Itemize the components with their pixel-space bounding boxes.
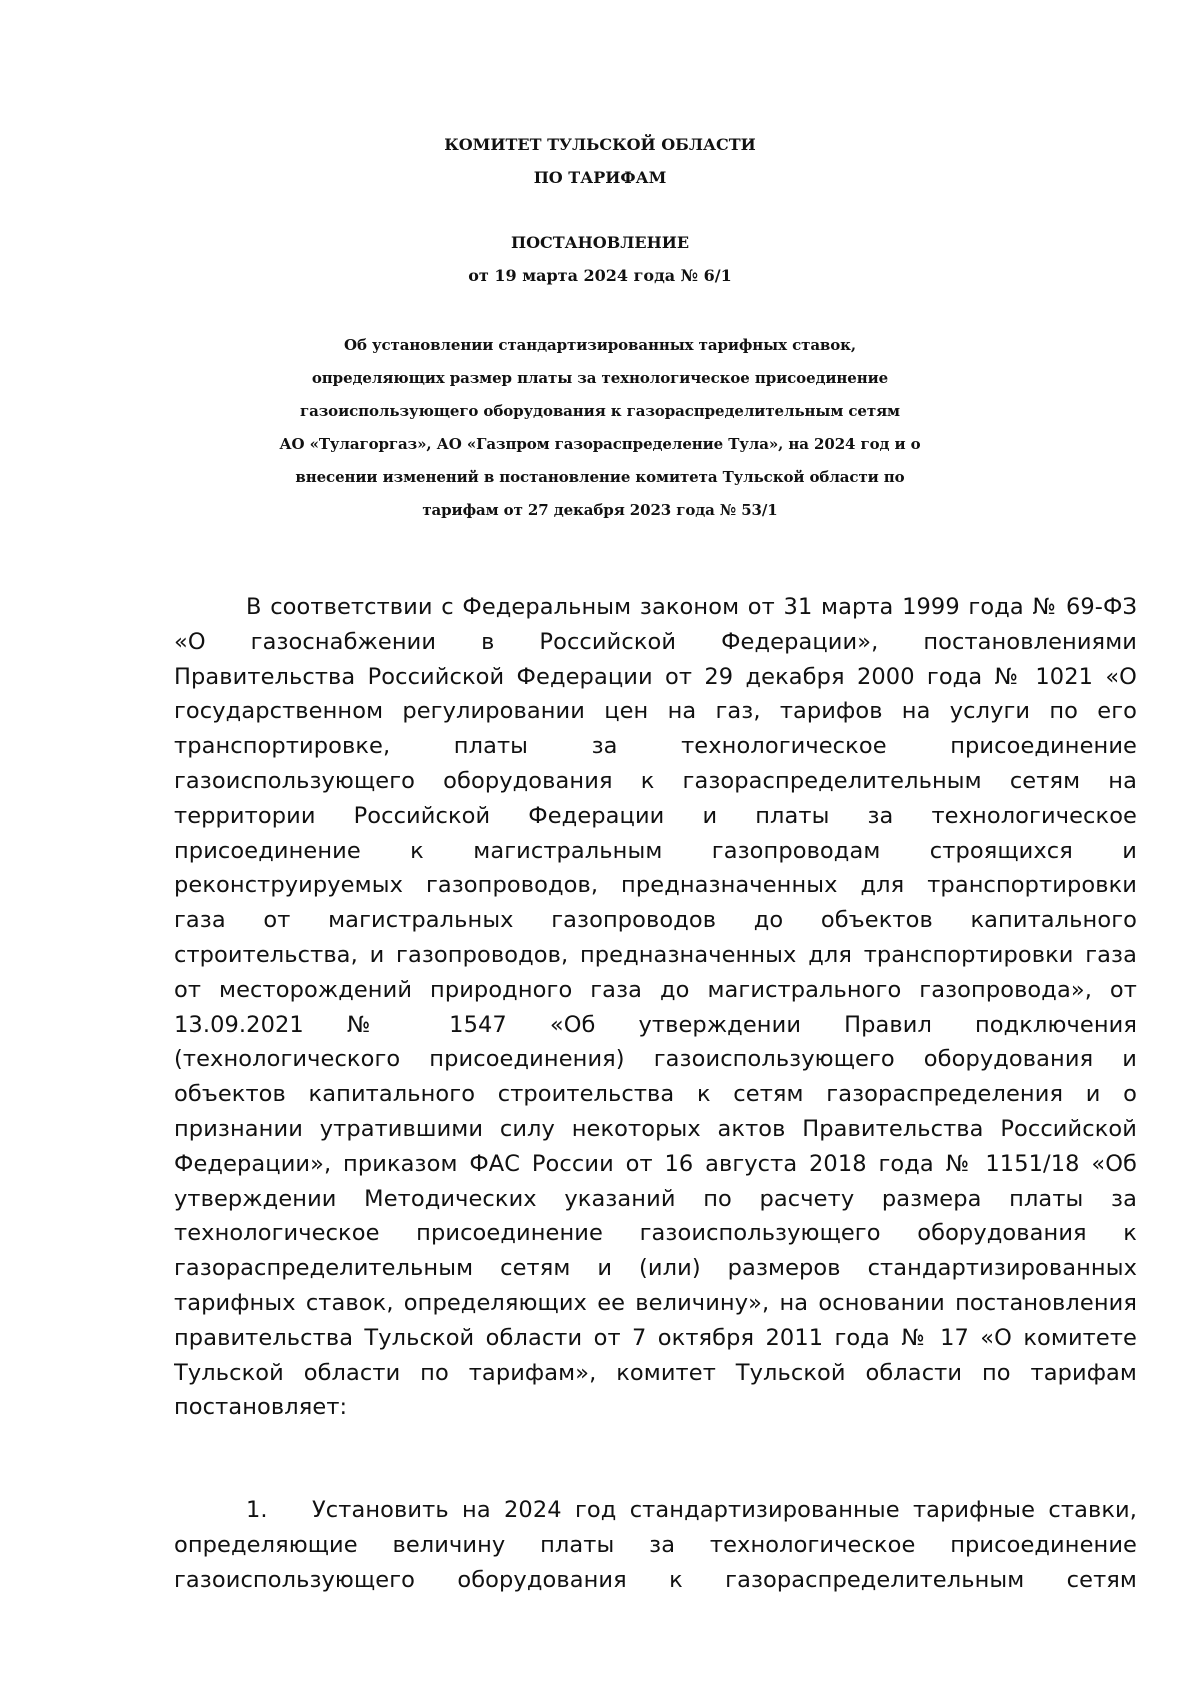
paragraph-line: (технологического присоединения) газоиспользующего оборудования и	[174, 1046, 1137, 1073]
paragraph-line: газоиспользующего оборудования к газораспределительным сетям на	[174, 767, 1137, 794]
decree-date-number: от 19 марта 2024 года № 6/1	[468, 266, 732, 285]
paragraph-line: транспортировке, платы за технологическое присоединение	[174, 733, 1137, 760]
committee-name-line: ПО ТАРИФАМ	[533, 168, 667, 187]
numbered-item-first-line	[174, 1493, 1137, 1528]
paragraph-line: газораспределительным сетям и (или) размеров стандартизированных	[174, 1255, 1137, 1282]
decree-title-line: Об установлении стандартизированных тарифных ставок,	[343, 336, 857, 354]
paragraph-line: территории Российской Федерации и платы за технологическое	[174, 802, 1137, 829]
paragraph-line: присоединение к магистральным газопроводам строящихся и	[174, 837, 1137, 864]
decree-title-line: определяющих размер платы за технологическое присоединение	[311, 369, 889, 387]
paragraph-line: объектов капитального строительства к сетям газораспределения и о	[174, 1081, 1137, 1108]
decree-title-line: тарифам от 27 декабря 2023 года № 53/1	[422, 501, 778, 519]
committee-name-line: КОМИТЕТ ТУЛЬСКОЙ ОБЛАСТИ	[444, 135, 756, 154]
item-text: Установить на 2024 год стандартизированные тарифные ставки,	[312, 1497, 1137, 1523]
paragraph-line: Тульской области по тарифам», комитет Тульской области по тарифам	[174, 1359, 1137, 1386]
paragraph-line: «О газоснабжении в Российской Федерации», постановлениями	[174, 628, 1137, 655]
paragraph-line: признании утратившими силу некоторых актов Правительства Российской	[174, 1115, 1137, 1142]
paragraph-line: тарифных ставок, определяющих ее величину», на основании постановления	[174, 1289, 1137, 1316]
paragraph-line: определяющие величину платы за технологическое присоединение	[174, 1531, 1137, 1558]
item-number: 1.	[246, 1497, 268, 1523]
paragraph-line: Правительства Российской Федерации от 29 декабря 2000 года № 1021 «О	[174, 663, 1137, 690]
decree-heading	[0, 226, 1200, 292]
preamble-paragraph	[174, 590, 1137, 1425]
paragraph-line: В соответствии с Федеральным законом от 31 марта 1999 года № 69-ФЗ	[246, 594, 1137, 620]
decree-title-line: газоиспользующего оборудования к газораспределительным сетям	[300, 402, 900, 420]
numbered-item-1	[174, 1493, 1137, 1597]
paragraph-line: 13.09.2021 № 1547 «Об утверждении Правил подключения	[174, 1011, 1137, 1038]
paragraph-line: реконструируемых газопроводов, предназначенных для транспортировки	[174, 872, 1137, 899]
paragraph-line: технологическое присоединение газоиспользующего оборудования к	[174, 1220, 1137, 1247]
paragraph-line: строительства, и газопроводов, предназначенных для транспортировки газа	[174, 941, 1137, 968]
paragraph-line: газоиспользующего оборудования к газораспределительным сетям	[174, 1566, 1137, 1593]
paragraph-line: Федерации», приказом ФАС России от 16 августа 2018 года № 1151/18 «Об	[174, 1150, 1137, 1177]
decree-title	[0, 329, 1200, 527]
paragraph-line: правительства Тульской области от 7 октября 2011 года № 17 «О комитете	[174, 1324, 1137, 1351]
committee-name	[0, 128, 1200, 194]
paragraph-line: газа от магистральных газопроводов до объектов капитального	[174, 907, 1137, 934]
paragraph-line: постановляет:	[174, 1394, 348, 1421]
paragraph-line: утверждении Методических указаний по расчету размера платы за	[174, 1185, 1137, 1212]
decree-type: ПОСТАНОВЛЕНИЕ	[510, 233, 690, 252]
paragraph-line: государственном регулировании цен на газ, тарифов на услуги по его	[174, 698, 1137, 725]
decree-title-line: внесении изменений в постановление комитета Тульской области по	[295, 468, 905, 486]
paragraph-line: от месторождений природного газа до магистрального газопровода», от	[174, 976, 1137, 1003]
decree-title-line: АО «Тулагоргаз», АО «Газпром газораспределение Тула», на 2024 год и о	[279, 435, 921, 453]
